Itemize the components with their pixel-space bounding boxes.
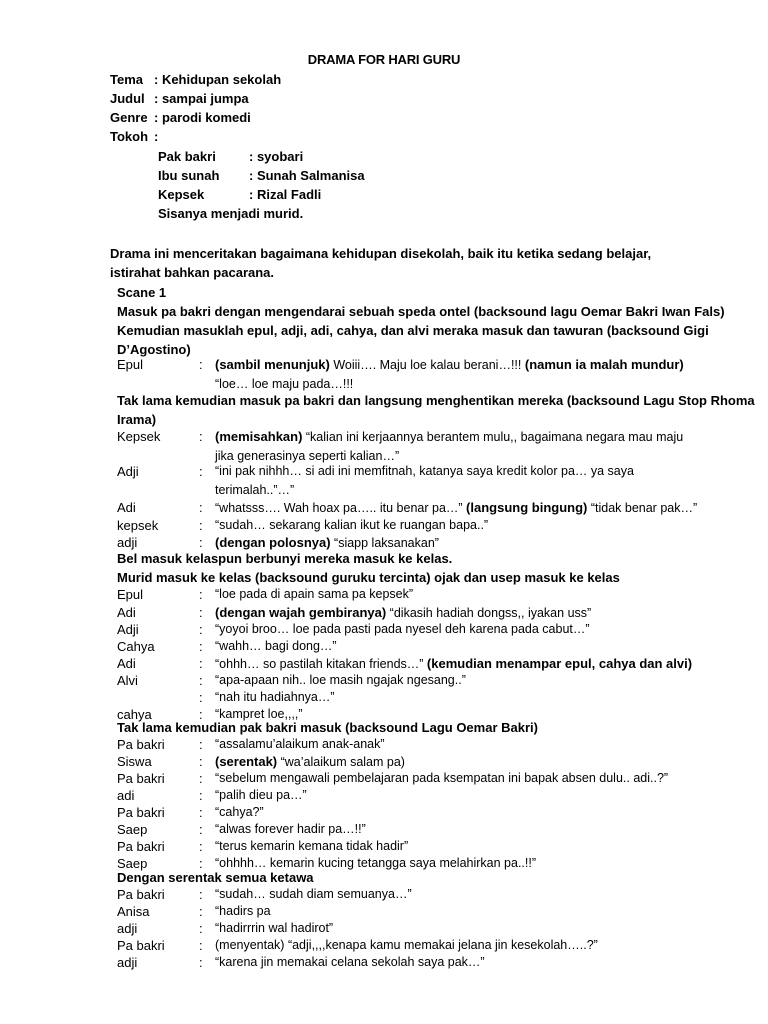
dialogue-text: “hadirrrin wal hadirot”	[215, 921, 334, 935]
action-note: (namun ia malah mundur)	[524, 357, 684, 372]
stage-direction: Bel masuk kelaspun berbunyi mereka masuk ke kelas.	[117, 551, 453, 566]
speech: “tidak benar pak…”	[587, 501, 698, 515]
page-title: DRAMA FOR HARI GURU	[307, 52, 461, 67]
colon: :	[199, 754, 203, 769]
dialogue-text: “hadirs pa	[215, 904, 271, 918]
colon: :	[199, 587, 203, 602]
speaker: Adi	[117, 500, 136, 515]
action-note: (memisahkan)	[215, 429, 303, 444]
dialogue-text: “apa-apaan nih.. loe masih ngajak ngesang..”	[215, 673, 466, 687]
speaker: Adji	[117, 464, 139, 479]
colon: :	[199, 822, 203, 837]
action-note: (serentak)	[215, 754, 278, 769]
colon: :	[199, 690, 203, 705]
speaker: adi	[117, 788, 135, 803]
speech: “kalian ini kerjaannya berantem mulu,, bagaimana negara mau maju jika generasinya seperti kalian…”	[215, 430, 684, 463]
meta-value: : Kehidupan sekolah	[154, 72, 282, 87]
colon: :	[199, 856, 203, 871]
colon: :	[199, 429, 203, 444]
stage-direction: Masuk pa bakri dengan mengendarai sebuah speda ontel (backsound lagu Oemar Bakri Iwan Fals)	[117, 304, 725, 319]
speaker: Anisa	[117, 904, 150, 919]
tokoh-item	[158, 149, 303, 164]
speaker: Pa bakri	[117, 805, 165, 820]
meta-key: Judul	[110, 91, 145, 106]
colon: :	[199, 921, 203, 936]
tokoh-role: Pak bakri	[158, 149, 216, 164]
speech: “whatsss…. Wah hoax pa….. itu benar pa…”	[215, 501, 467, 515]
speaker: Pa bakri	[117, 887, 165, 902]
speaker: Epul	[117, 587, 144, 602]
dialogue-text	[215, 355, 705, 394]
speaker: cahya	[117, 707, 152, 722]
stage-direction: Tak lama kemudian masuk pa bakri dan langsung menghentikan mereka (backsound Lagu Stop Rhoma	[117, 393, 755, 408]
speaker: adji	[117, 921, 138, 936]
dialogue-text: “ohhhh… kemarin kucing tetangga saya melahirkan pa..!!”	[215, 856, 537, 870]
intro-paragraph: Drama ini menceritakan bagaimana kehidupan disekolah, baik itu ketika sedang belajar, istirahat bahkan pacarana.	[110, 246, 652, 280]
colon: :	[199, 938, 203, 953]
tokoh-rest: Sisanya menjadi murid.	[158, 206, 304, 221]
speaker: kepsek	[117, 518, 159, 533]
speech: “wa’alaikum salam pa)	[277, 755, 405, 769]
colon: :	[199, 535, 203, 550]
dialogue-text: “alwas forever hadir pa…!!”	[215, 822, 366, 836]
speaker: Adi	[117, 605, 136, 620]
speaker: Adi	[117, 656, 136, 671]
meta-key: Tokoh	[110, 129, 149, 144]
colon: :	[199, 639, 203, 654]
action-note: (kemudian menampar epul, cahya dan alvi)	[426, 656, 693, 671]
colon: :	[199, 605, 203, 620]
stage-direction: Murid masuk ke kelas (backsound guruku tercinta) ojak dan usep masuk ke kelas	[117, 570, 620, 585]
colon: :	[199, 464, 203, 479]
colon: :	[199, 955, 203, 970]
speaker: adji	[117, 955, 138, 970]
tokoh-role: Kepsek	[158, 187, 205, 202]
colon: :	[199, 622, 203, 637]
speech: Woiii…. Maju loe kalau berani…!!!	[329, 358, 525, 372]
meta-value: : parodi komedi	[154, 110, 251, 125]
dialogue-text: “assalamu’alaikum anak-anak”	[215, 737, 385, 751]
speech: “ohhh… so pastilah kitakan friends…”	[215, 657, 427, 671]
speaker: Saep	[117, 822, 148, 837]
dialogue-text: “palih dieu pa…”	[215, 788, 307, 802]
tokoh-role: Ibu sunah	[158, 168, 220, 183]
speech: “siapp laksanakan”	[330, 536, 439, 550]
meta-value: : sampai jumpa	[154, 91, 249, 106]
action-note: (langsung bingung)	[466, 500, 588, 515]
colon: :	[199, 839, 203, 854]
tokoh-actor: : Rizal Fadli	[249, 187, 322, 202]
speaker: Pa bakri	[117, 938, 165, 953]
speech: “dikasih hadiah dongss,, iyakan uss”	[386, 606, 592, 620]
meta-tema	[110, 72, 281, 87]
speaker: Pa bakri	[117, 737, 165, 752]
meta-genre	[110, 110, 251, 125]
dialogue-text: “kampret loe,,,,”	[215, 707, 303, 721]
dialogue-text: “sudah… sudah diam semuanya…”	[215, 887, 412, 901]
colon: :	[199, 357, 203, 372]
speaker: Pa bakri	[117, 839, 165, 854]
colon: :	[199, 518, 203, 533]
colon: :	[199, 656, 203, 671]
dialogue-text: “loe pada di apain sama pa kepsek”	[215, 587, 414, 601]
dialogue-text: (menyentak) “adji,,,,kenapa kamu memakai jelana jin kesekolah…..?”	[215, 938, 598, 952]
dialogue-text	[215, 498, 697, 518]
dialogue-text: “yoyoi broo… loe pada pasti pada nyesel deh karena pada cabut…”	[215, 622, 590, 636]
meta-tokoh	[110, 129, 158, 144]
meta-key: Tema	[110, 72, 143, 87]
speech: “loe… loe maju pada…!!!	[215, 377, 354, 391]
tokoh-actor: : Sunah Salmanisa	[249, 168, 365, 183]
meta-value: :	[154, 129, 159, 144]
action-note: (dengan wajah gembiranya)	[215, 605, 387, 620]
colon: :	[199, 737, 203, 752]
action-note: (dengan polosnya)	[215, 535, 331, 550]
colon: :	[199, 771, 203, 786]
dialogue-text: “cahya?”	[215, 805, 264, 819]
speaker: Epul	[117, 357, 144, 372]
stage-direction: Kemudian masuklah epul, adji, adi, cahya, dan alvi meraka masuk dan tawuran (backsound Gigi	[117, 323, 709, 338]
colon: :	[199, 673, 203, 688]
colon: :	[199, 707, 203, 722]
scene-label: Scane 1	[117, 285, 167, 300]
dialogue-text	[215, 427, 705, 466]
dialogue-text: “sebelum mengawali pembelajaran pada ksempatan ini bapak absen dulu.. adi..?”	[215, 771, 669, 785]
colon: :	[199, 805, 203, 820]
speaker: Cahya	[117, 639, 155, 654]
colon: :	[199, 904, 203, 919]
colon: :	[199, 788, 203, 803]
dialogue-text: “nah itu hadiahnya…”	[215, 690, 335, 704]
stage-direction: Irama)	[117, 412, 157, 427]
tokoh-item	[158, 187, 321, 202]
speaker: Saep	[117, 856, 148, 871]
speaker: Alvi	[117, 673, 138, 688]
speaker: Pa bakri	[117, 771, 165, 786]
dialogue-text: “karena jin memakai celana sekolah saya pak…”	[215, 955, 485, 969]
action-note: (sambil menunjuk)	[215, 357, 330, 372]
tokoh-item	[158, 168, 365, 183]
stage-direction: Dengan serentak semua ketawa	[117, 870, 314, 885]
meta-key: Genre	[110, 110, 148, 125]
meta-judul	[110, 91, 249, 106]
speaker: Siswa	[117, 754, 152, 769]
dialogue-text: “ini pak nihhh… si adi ini memfitnah, katanya saya kredit kolor pa… ya saya terimalah..”…”	[215, 464, 634, 497]
speaker: Kepsek	[117, 429, 161, 444]
speaker: Adji	[117, 622, 139, 637]
dialogue-text: “wahh… bagi dong…”	[215, 639, 337, 653]
speaker: adji	[117, 535, 138, 550]
dialogue-text: “sudah… sekarang kalian ikut ke ruangan bapa..”	[215, 518, 489, 532]
stage-direction: D’Agostino)	[117, 342, 191, 357]
dialogue-text: “terus kemarin kemana tidak hadir”	[215, 839, 409, 853]
stage-direction: Tak lama kemudian pak bakri masuk (backsound Lagu Oemar Bakri)	[117, 720, 538, 735]
tokoh-actor: : syobari	[249, 149, 304, 164]
colon: :	[199, 500, 203, 515]
colon: :	[199, 887, 203, 902]
